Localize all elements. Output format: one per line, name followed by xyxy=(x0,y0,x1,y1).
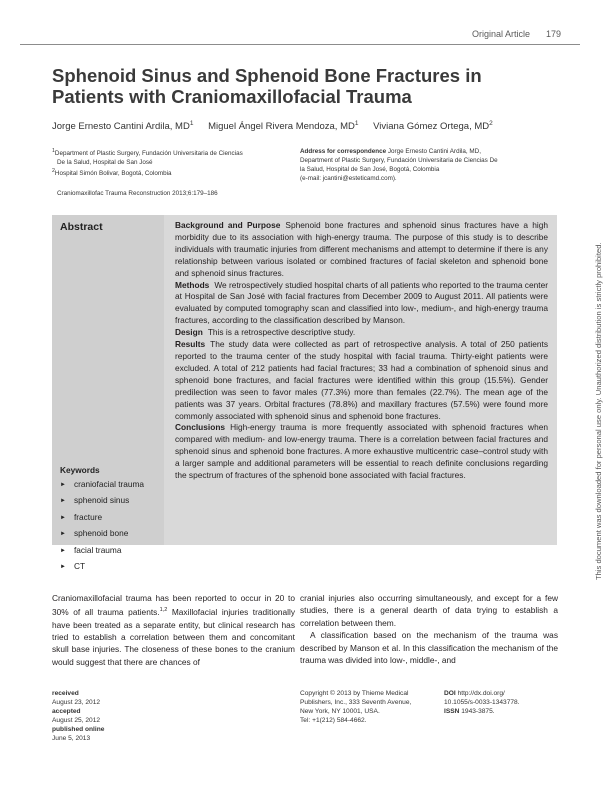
author-3: Viviana Gómez Ortega, MD xyxy=(373,121,490,133)
keywords-list xyxy=(60,477,144,575)
body-right-column xyxy=(300,592,558,666)
abstract-design xyxy=(175,327,548,339)
body-paragraph: cranial injuries also occurring simultaneously, and except for a few studies, there is a general dearth of data trying to establish a correlation between them. xyxy=(300,593,558,628)
background-label: Background and Purpose xyxy=(175,220,281,230)
methods-text: We retrospectively studied hospital charts of all patients who reported to the trauma center at Hospital de San José with facial fractures from December 2009 to August 2011. All patients were evaluated by computed tomography scan and classified into low-, medium-, and high-energy trauma fractures, according to the classification described by Manson. xyxy=(175,279,548,326)
conclusions-text: High-energy trauma is more frequently associated with sphenoid fractures when compared with medium- and low-energy trauma. There is a correlation between facial fractures and sphenoid sinus and sphenoid bone fractures. A more exhaustive multicentric case–control study with a larger sample and additional parameters will be essential to reach definite conclusions regarding the spectrum of fractures of the sphenoid bone associated with facial fractures. xyxy=(175,422,548,481)
accepted-date: August 25, 2012 xyxy=(52,717,101,725)
article-title: Sphenoid Sinus and Sphenoid Bone Fractures in Patients with Craniomaxillofacial Trauma xyxy=(52,65,482,107)
keyword-item: ► CT xyxy=(60,559,144,575)
header-rule xyxy=(20,44,580,45)
author-1-affil: 1 xyxy=(189,120,194,127)
author-1: Jorge Ernesto Cantini Ardila, MD xyxy=(52,121,190,133)
citation-ref[interactable]: 1,2 xyxy=(159,607,168,614)
keyword-item: ► craniofacial trauma xyxy=(60,477,144,493)
abstract-background xyxy=(175,220,548,280)
affil-2-sup: 2 xyxy=(52,168,55,175)
abstract-results xyxy=(175,339,548,422)
author-2-affil: 1 xyxy=(354,120,359,127)
body-text: Craniomaxillofacial trauma has been reported to occur in 20 to 30% of all trauma patients. xyxy=(52,593,295,618)
issn-label: ISSN xyxy=(444,708,460,716)
download-notice: This document was downloaded for personal use only. Unauthorized distribution is strictly prohibited. xyxy=(594,242,603,580)
design-label: Design xyxy=(175,327,203,338)
correspondence-label: Address for correspondence xyxy=(300,148,387,155)
results-label: Results xyxy=(175,339,206,350)
affiliations xyxy=(52,147,287,198)
issn-value: 1943-3875. xyxy=(461,708,495,716)
copyright-line: Publishers, Inc., 333 Seventh Avenue, xyxy=(300,699,412,707)
doi-link[interactable]: http://dx.doi.org/ xyxy=(457,690,505,697)
copyright-line: Tel: +1(212) 584-4662. xyxy=(300,717,367,725)
keyword-item: ► facial trauma xyxy=(60,543,144,559)
abstract-methods xyxy=(175,280,548,328)
body-paragraph: A classification based on the mechanism of the trauma was described by Manson et al. In this classification the mechanism of the trauma was divided into low-, middle-, and xyxy=(300,630,558,666)
correspondence xyxy=(300,147,565,183)
correspondence-line2: Department of Plastic Surgery, Fundación Universitaria de Ciencias De xyxy=(300,157,498,164)
abstract-heading: Abstract xyxy=(60,221,103,233)
received-label: received xyxy=(52,690,79,697)
accepted-label: accepted xyxy=(52,708,81,716)
received-date: August 23, 2012 xyxy=(52,699,101,707)
abstract-text xyxy=(175,220,548,482)
author-3-affil: 2 xyxy=(489,120,493,127)
keyword-item: ► sphenoid bone xyxy=(60,526,144,542)
correspondence-email[interactable]: (e-mail: jcantini@esteticamd.com). xyxy=(300,175,397,182)
doi-block xyxy=(444,689,569,716)
keywords-heading: Keywords xyxy=(60,465,100,475)
correspondence-line3: la Salud, Hospital de San José, Bogotá, Colombia xyxy=(300,166,440,173)
section-label: Original Article xyxy=(472,29,531,39)
copyright-block xyxy=(300,689,440,725)
copyright-line: Copyright © 2013 by Thieme Medical xyxy=(300,690,409,697)
journal-reference: Craniomaxillofac Trauma Reconstruction 2013;6:179–186 xyxy=(57,190,218,198)
body-left-column xyxy=(52,592,295,668)
conclusions-label: Conclusions xyxy=(175,422,226,433)
doi-value[interactable]: 10.1055/s-0033-1343778. xyxy=(444,699,520,707)
published-label: published online xyxy=(52,726,105,734)
affil-1-sup: 1 xyxy=(52,148,55,154)
body-paragraph xyxy=(52,592,295,668)
article-history xyxy=(52,689,172,744)
background-text: Sphenoid bone fractures and sphenoid sinus fractures have a high morbidity due to its association with high-energy trauma. The purpose of this study is to describe individuals with traumatic injuries from different mechanisms and attempt to determine if there is any relationship between various isolated or combined fractures of facial skeleton and sphenoid bone and sphenoid sinus fractures. xyxy=(175,220,548,278)
affil-1-line1: Department of Plastic Surgery, Fundación Universitaria de Ciencias xyxy=(54,150,243,158)
affil-1-line2: De la Salud, Hospital de San José xyxy=(57,159,153,167)
results-text: The study data were collected as part of retrospective analysis. A total of 250 patients reported to the trauma center of the study hospital with facial trauma. Thirty-eight patients were excluded. A total of 212 patients had facial fractures; 33 had a combination of sphenoid sinus and sphenoid bone fractures, and facial fractures were identified within this group (15.5%). Gender predilection was seen to favor males (77.3%) more than females (22.7%). The mean age of the patients was 37 years. Orbital fractures (78.8%) and maxillary fractures (57.5%) were found more commonly associated with sphenoid sinus and sphenoid bone fractures. xyxy=(175,339,548,421)
design-text: This is a retrospective descriptive study. xyxy=(207,327,356,338)
body-text: Maxillofacial injuries traditionally have been treated as a separate entity, but clinical research has tried to establish a correlation between them and concomitant skull base injuries. The closeness of these bones to the cranium would suggest that there are chances of xyxy=(52,607,295,667)
keyword-item: ► sphenoid sinus xyxy=(60,493,144,509)
abstract-conclusions xyxy=(175,422,548,482)
copyright-line: New York, NY 10001, USA. xyxy=(300,708,380,716)
author-2: Miguel Ángel Rivera Mendoza, MD xyxy=(208,121,355,133)
author-line xyxy=(52,120,493,132)
doi-label: DOI xyxy=(444,690,456,697)
published-date: June 5, 2013 xyxy=(52,735,91,743)
keyword-item: ► fracture xyxy=(60,510,144,526)
page-number: 179 xyxy=(546,29,562,39)
methods-label: Methods xyxy=(175,279,210,290)
affil-2-line1: Hospital Simón Bolivar, Bogotá, Colombia xyxy=(54,170,172,178)
correspondence-line1: Jorge Ernesto Cantini Ardila, MD, xyxy=(387,148,481,155)
